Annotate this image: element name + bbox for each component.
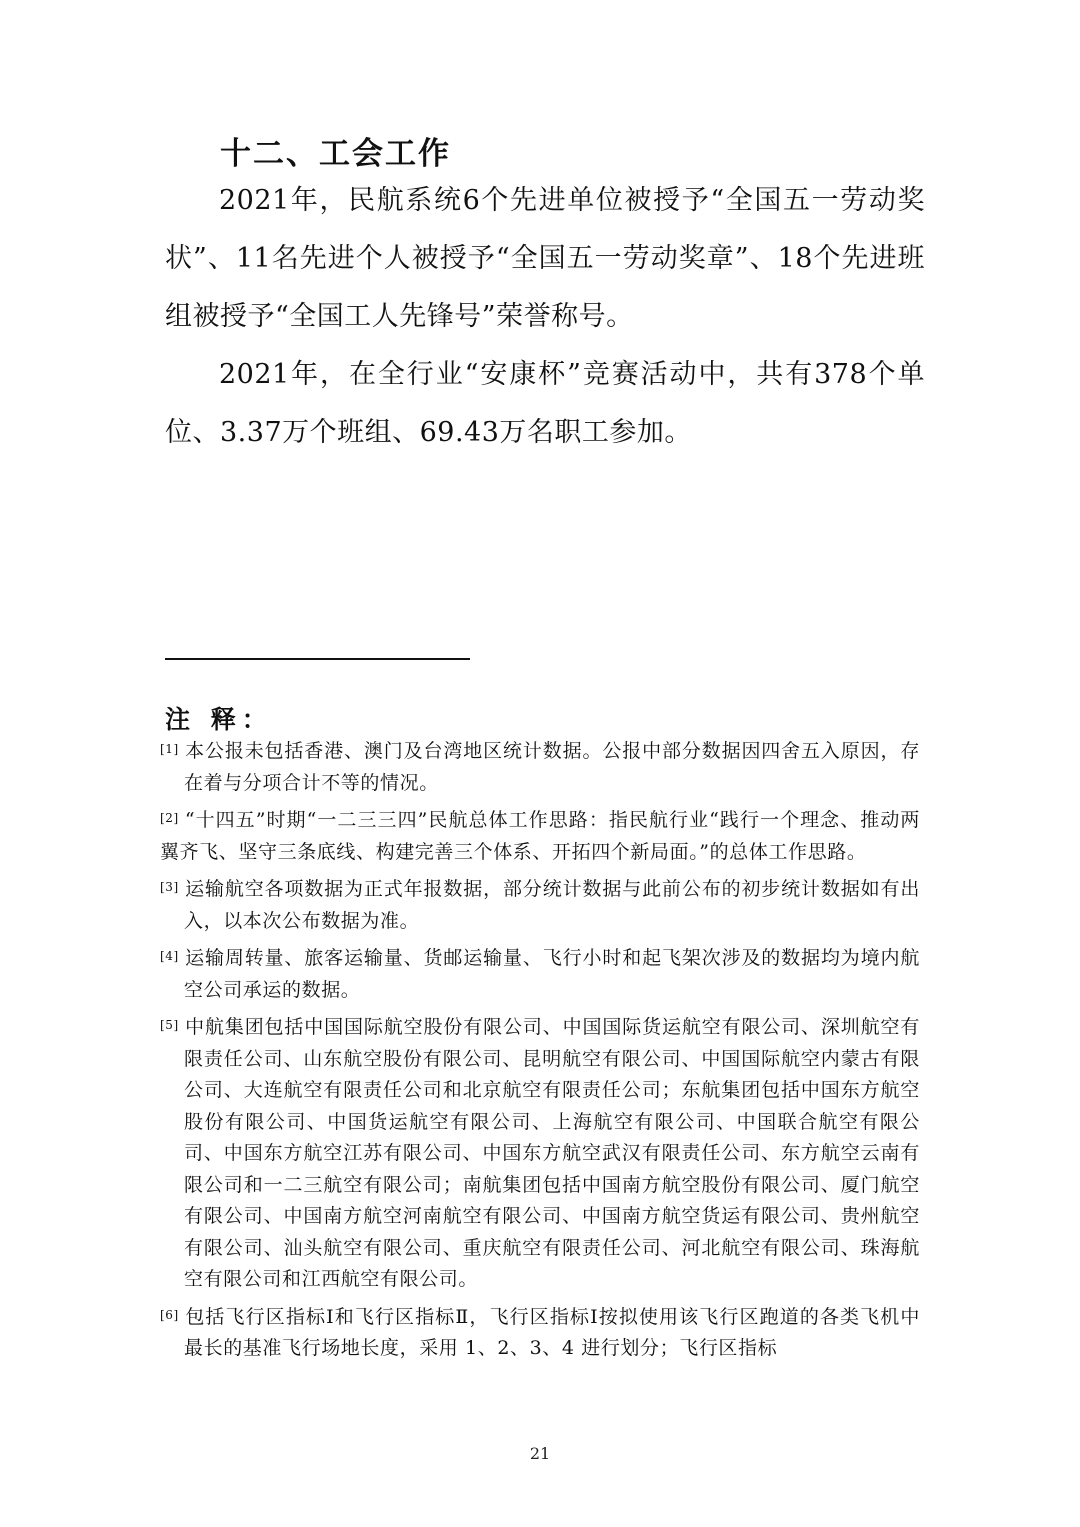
body-paragraph-2: 2021年，在全行业“安康杯”竞赛活动中，共有378个单位、3.37万个班组、69.43万名职工参加。 — [165, 359, 925, 448]
note-text: “十四五”时期“一二三三四”民航总体工作思路：指民航行业“践行一个理念、推动两翼齐飞、坚守三条底线、构建完善三个体系、开拓四个新局面。”的总体工作思路。 — [160, 809, 920, 863]
note-text: 运输周转量、旅客运输量、货邮运输量、飞行小时和起飞架次涉及的数据均为境内航空公司承运的数据。 — [184, 947, 920, 1001]
body-paragraph-1: 2021年，民航系统6个先进单位被授予“全国五一劳动奖状”、11名先进个人被授予“全国五一劳动奖章”、18个先进班组被授予“全国工人先锋号”荣誉称号。 — [165, 185, 925, 332]
page-number: 21 — [529, 1444, 551, 1463]
note-number: [3] — [160, 880, 179, 894]
note-item — [160, 943, 920, 1006]
footnote-divider — [165, 658, 470, 660]
note-number: [5] — [160, 1018, 179, 1032]
note-item — [160, 805, 920, 868]
note-text: 运输航空各项数据为正式年报数据，部分统计数据与此前公布的初步统计数据如有出入，以本次公布数据为准。 — [184, 878, 920, 932]
notes-title: 注 释： — [165, 705, 273, 734]
note-number: [2] — [160, 811, 179, 825]
note-text: 包括飞行区指标Ⅰ和飞行区指标Ⅱ，飞行区指标Ⅰ按拟使用该飞行区跑道的各类飞机中最长的基准飞行场地长度，采用 1、2、3、4 进行划分；飞行区指标 — [184, 1305, 920, 1359]
notes-list — [160, 736, 920, 1365]
note-item — [160, 874, 920, 937]
note-number: [4] — [160, 949, 179, 963]
note-text: 本公报未包括香港、澳门及台湾地区统计数据。公报中部分数据因四舍五入原因，存在着与分项合计不等的情况。 — [184, 740, 920, 794]
note-text: 中航集团包括中国国际航空股份有限公司、中国国际货运航空有限公司、深圳航空有限责任公司、山东航空股份有限公司、昆明航空有限公司、中国国际航空内蒙古有限公司、大连航空有限责任公司和北京航空有限责任公司；东航集团包括中国东方航空股份有限公司、中国货运航空有限公司、上海航空有限公司、中国联合航空有限公司、中国东方航空江苏有限公司、中国东方航空武汉有限责任公司、东方航空云南有限公司和一二三航空有限公司；南航集团包括中国南方航空股份有限公司、厦门航空有限公司、中国南方航空河南航空有限公司、中国南方航空货运有限公司、贵州航空有限公司、汕头航空有限公司、重庆航空有限责任公司、河北航空有限公司、珠海航空有限公司和江西航空有限公司。 — [184, 1016, 920, 1290]
note-item — [160, 1012, 920, 1296]
note-number: [1] — [160, 742, 179, 756]
note-item — [160, 1302, 920, 1365]
note-number: [6] — [160, 1307, 179, 1322]
section-heading: 十二、工会工作 — [220, 136, 451, 172]
note-item — [160, 736, 920, 799]
